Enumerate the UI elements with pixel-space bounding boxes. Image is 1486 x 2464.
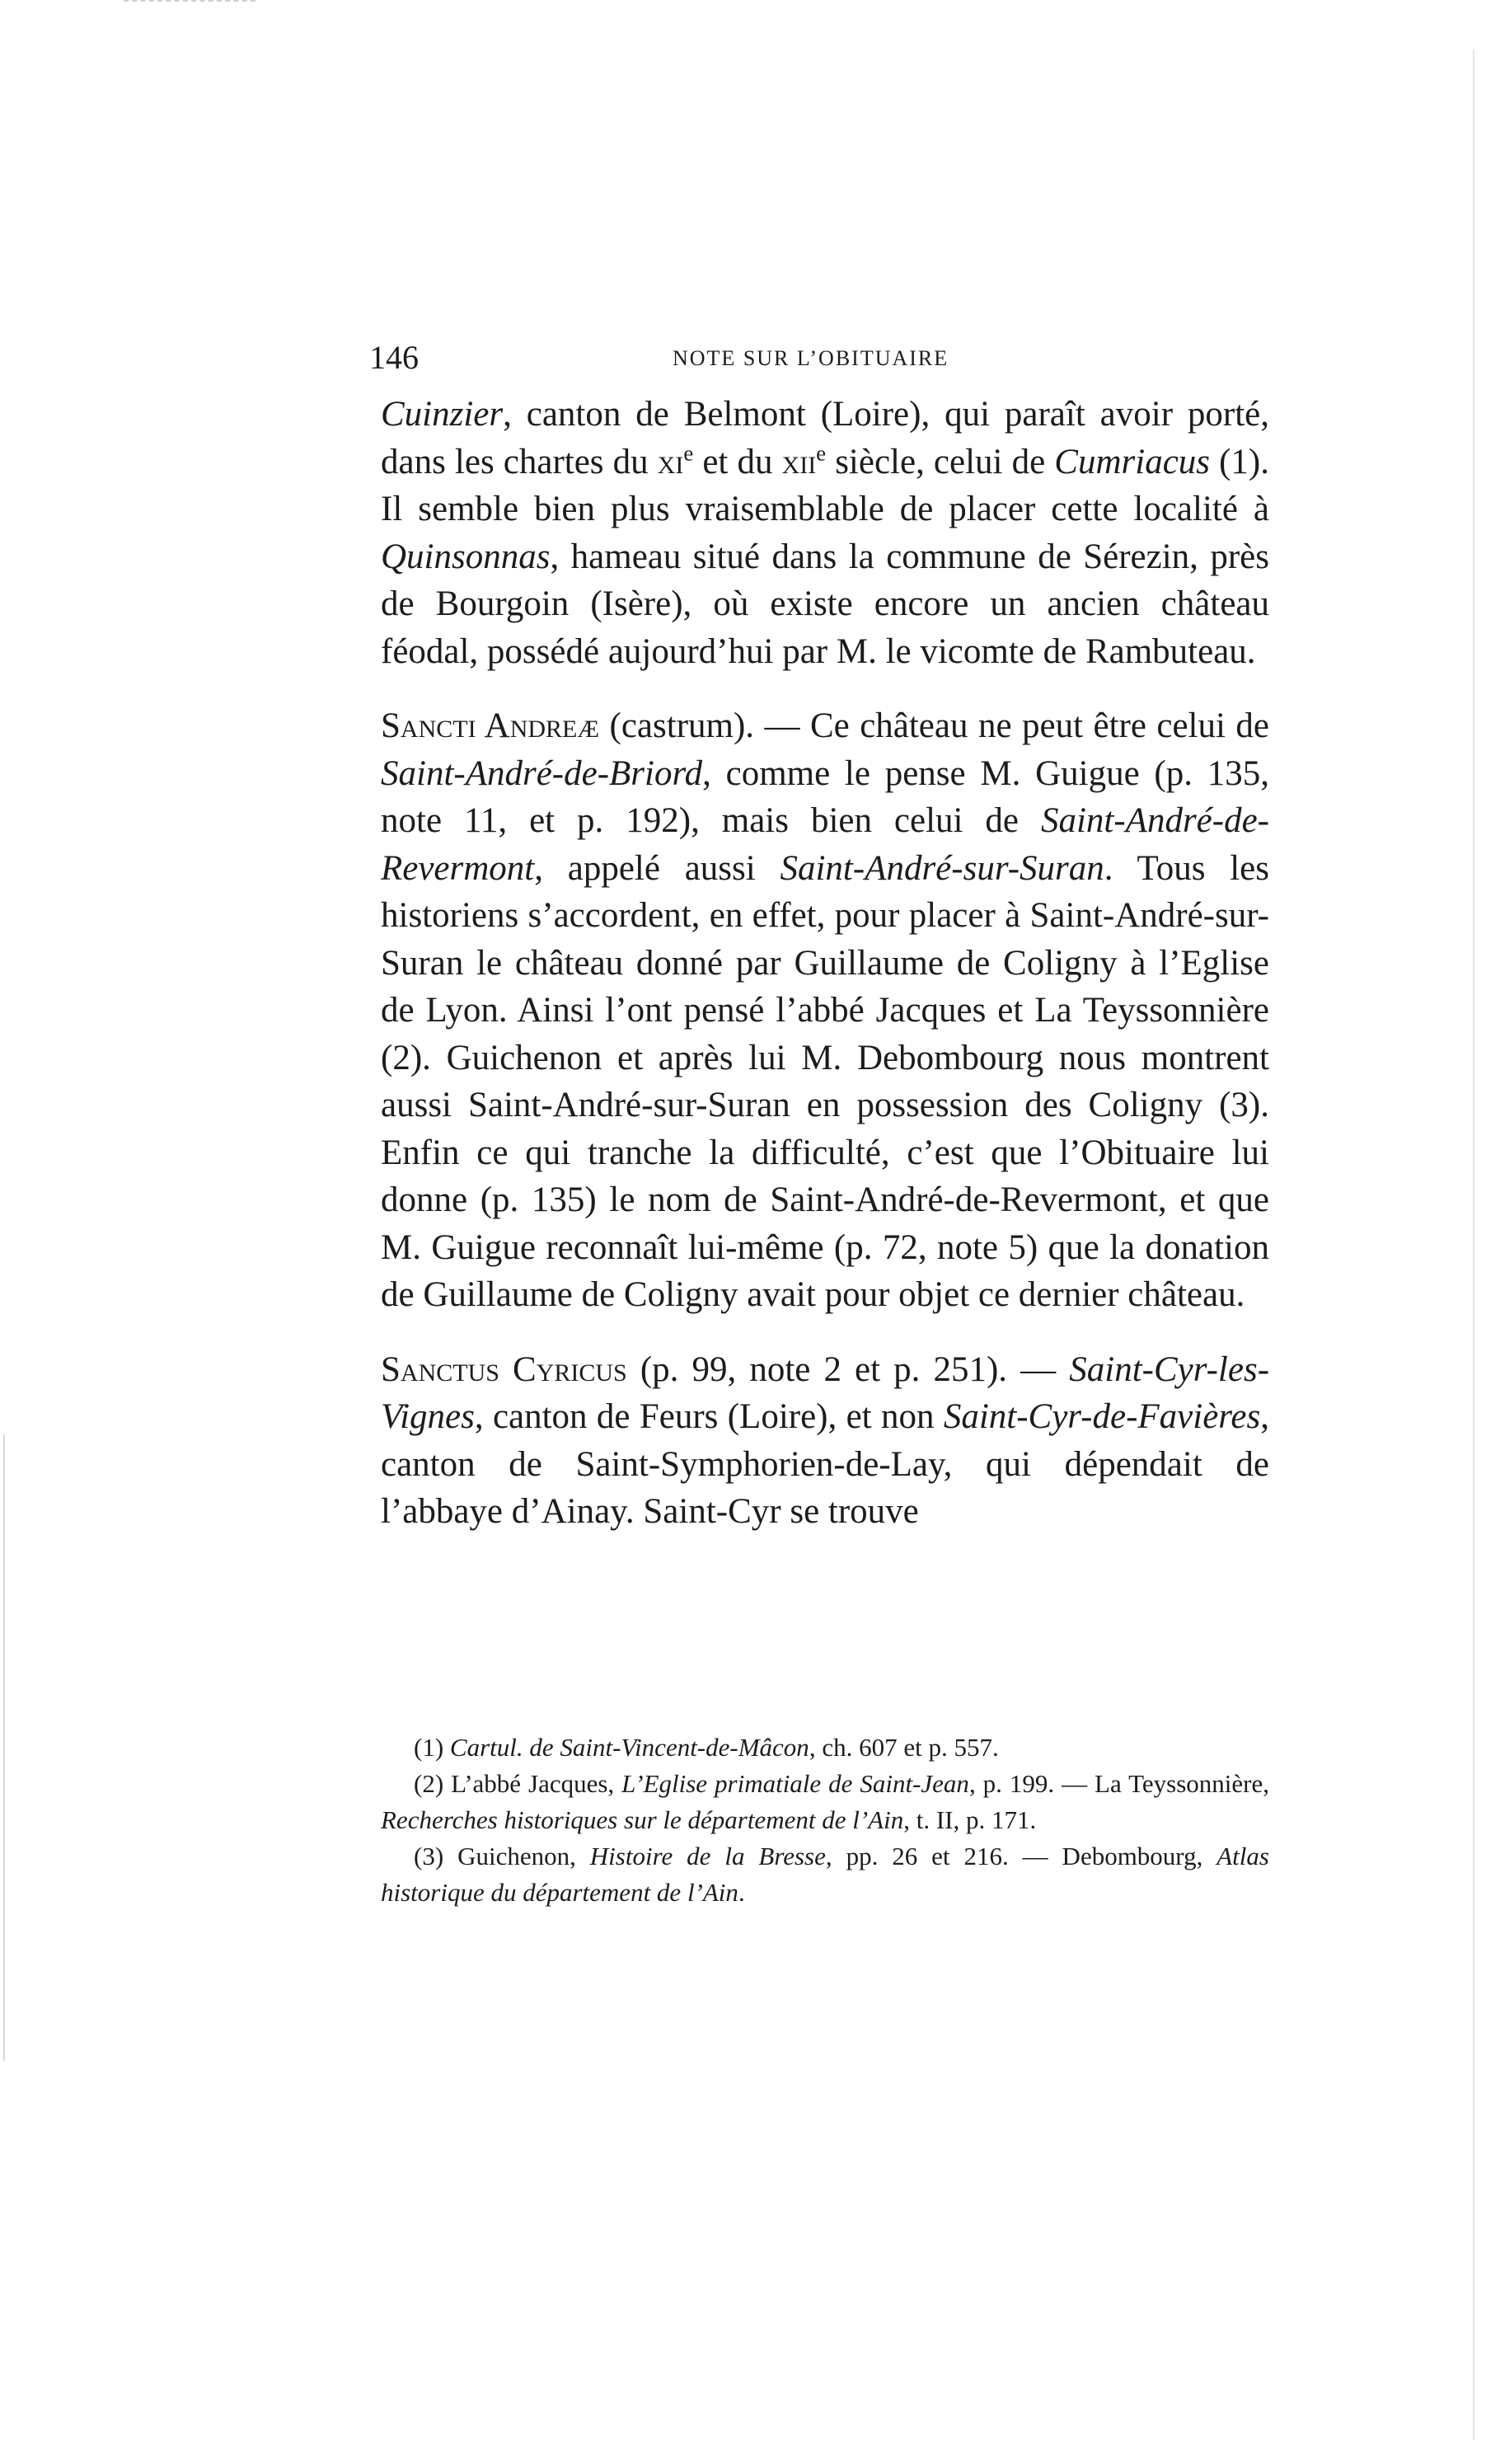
superscript-run: e — [816, 440, 827, 466]
italic-run: Cuinzier — [381, 395, 504, 434]
text-run: , canton de Saint-Symphorien-de-Lay, qui dépendait de l’abbaye d’Ainay. Saint-Cyr se trouve — [381, 1397, 1269, 1531]
text-run: . — [738, 1878, 745, 1907]
small-caps-run: Sancti Andreæ — [381, 706, 600, 745]
scan-edge-marks — [124, 0, 255, 5]
italic-run: Cumriacus — [1054, 442, 1211, 481]
text-run: , comme le pense M. Guigue (p. 135, note 11, et p. 192), mais bien celui de — [381, 753, 1269, 840]
text-run: Guichenon, — [457, 1842, 590, 1870]
italic-run: L’Eglise primatiale de Saint-Jean — [621, 1769, 969, 1798]
italic-run: Saint-Cyr-de-Favières — [943, 1397, 1261, 1436]
text-run: , t. II, p. 171. — [903, 1805, 1037, 1834]
italic-run: Saint-André-de-Revermont — [381, 801, 1269, 888]
text-run: , canton de Belmont (Loire), qui paraît avoir porté, dans les chartes du — [381, 395, 1269, 481]
page-header — [369, 338, 1276, 387]
text-run: L’abbé Jacques, — [451, 1769, 622, 1798]
small-caps-run: xi — [657, 442, 684, 481]
paragraph-cuinzier — [381, 391, 1269, 675]
text-run: , p. 199. — La Teyssonnière, — [968, 1769, 1270, 1798]
text-run: (castrum). — Ce château ne peut être celui de — [599, 706, 1270, 745]
text-run: (1). Il semble bien plus vraisemblable de placer cette localité à — [381, 442, 1270, 528]
italic-run: Saint-Cyr-les-Vignes — [381, 1349, 1270, 1436]
footnote-number: (1) — [414, 1733, 450, 1762]
page-number: 146 — [369, 339, 419, 376]
scan-edge-line-left — [3, 1434, 5, 2061]
italic-run: Recherches historiques sur le département de l’Ain — [381, 1805, 904, 1834]
footnote-2 — [381, 1766, 1269, 1838]
italic-run: Cartul. de Saint-Vincent-de-Mâcon — [449, 1733, 809, 1762]
paragraph-sanctus-cyricus — [381, 1346, 1269, 1536]
footnote-3 — [381, 1838, 1269, 1911]
text-run: , hameau situé dans la commune de Sérezin, près de Bourgoin (Isère), où existe encore un ancien château féodal, possédé aujourd’hui par M. le vicomte de Rambuteau. — [381, 537, 1269, 671]
footnote-1 — [381, 1729, 1269, 1766]
text-run: , canton de Feurs (Loire), et non — [474, 1397, 944, 1436]
text-run: et du — [693, 442, 782, 481]
running-head: NOTE SUR L’OBITUAIRE — [673, 346, 949, 370]
body-text — [381, 391, 1269, 1536]
italic-run: Atlas historique du département de l’Ain — [381, 1842, 1269, 1907]
small-caps-run: xii — [781, 442, 817, 481]
italic-run: Histoire de la Bresse — [589, 1842, 826, 1870]
text-run: , ch. 607 et p. 557. — [809, 1733, 999, 1762]
text-run: siècle, celui de — [826, 442, 1055, 481]
superscript-run: e — [683, 440, 694, 466]
small-caps-run: Sanctus Cyricus — [381, 1349, 627, 1389]
paragraph-sancti-andreae — [381, 702, 1269, 1319]
scan-edge-line-right — [1473, 49, 1474, 2440]
italic-run: Saint-André-sur-Suran — [780, 848, 1104, 888]
italic-run: Quinsonnas — [381, 537, 551, 576]
text-run: , appelé aussi — [534, 848, 781, 888]
text-run: , pp. 26 et 216. — Debombourg, — [825, 1842, 1217, 1870]
italic-run: Saint-André-de-Briord — [381, 753, 703, 793]
text-run: (p. 99, note 2 et p. 251). — — [626, 1349, 1070, 1389]
text-run: . Tous les historiens s’accordent, en effet, pour placer à Saint-André-sur-Suran le château donné par Guillaume de Coligny à l’Eglise de Lyon. Ainsi l’ont pensé l’abbé Jacques et La Teyssonnière (2). Guichenon et après lui M. Debombourg nous montrent aussi Saint-André-sur-Suran en possession des Coligny (3). Enfin ce qui tranche la difficulté, c’est que l’Obituaire lui donne (p. 135) le nom de Saint-André-de-Revermont, et que M. Guigue reconnaît lui-même (p. 72, note 5) que la donation de Guillaume de Coligny avait pour objet ce dernier château. — [381, 848, 1269, 1314]
footnote-number: (3) — [414, 1842, 458, 1870]
footnote-number: (2) — [414, 1769, 452, 1798]
footnotes — [381, 1729, 1269, 1911]
